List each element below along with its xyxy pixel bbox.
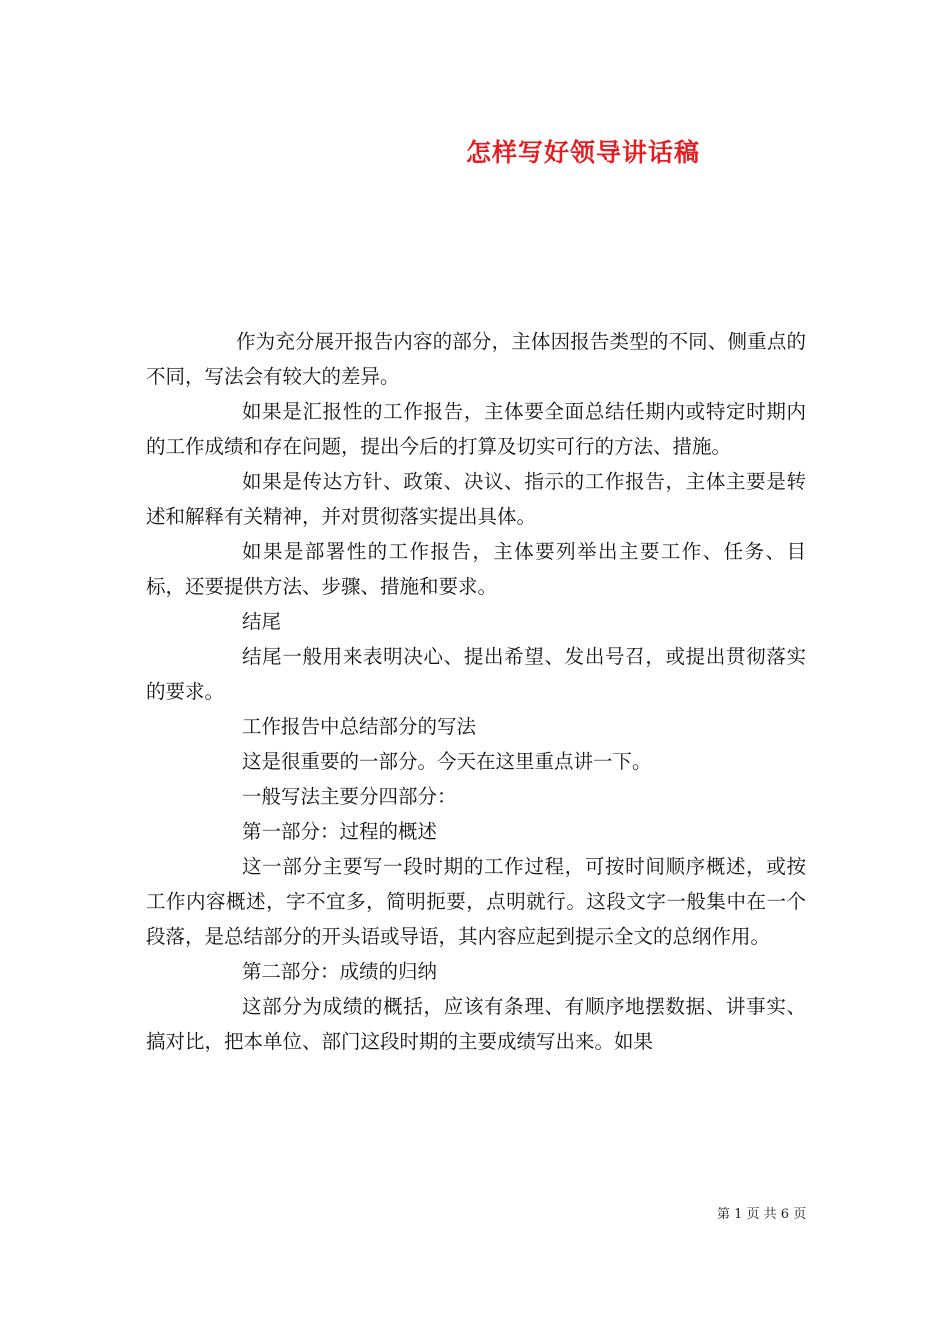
section-heading: 第二部分：成绩的归纳 xyxy=(242,960,438,983)
paragraph: 这部分为成绩的概括，应该有条理、有顺序地摆数据、讲事实、搞对比，把本单位、部门这段时期的主要成绩写出来。如果 xyxy=(146,995,806,1053)
paragraph: 一般写法主要分四部分： xyxy=(242,785,457,808)
section-heading: 第一部分：过程的概述 xyxy=(242,820,438,843)
page-title: 怎样写好领导讲话稿 xyxy=(465,138,700,167)
document-body xyxy=(146,324,806,1059)
section-heading: 工作报告中总结部分的写法 xyxy=(242,715,477,738)
paragraph: 如果是传达方针、政策、决议、指示的工作报告，主体主要是转述和解释有关精神，并对贯彻落实提出具体。 xyxy=(146,470,806,528)
section-heading: 结尾 xyxy=(242,610,282,633)
paragraph: 作为充分展开报告内容的部分，主体因报告类型的不同、侧重点的不同，写法会有较大的差异。 xyxy=(146,330,806,388)
paragraph: 结尾一般用来表明决心、提出希望、发出号召，或提出贯彻落实的要求。 xyxy=(146,645,806,703)
page-number: 第 1 页 共 6 页 xyxy=(717,1207,807,1222)
paragraph: 这是很重要的一部分。今天在这里重点讲一下。 xyxy=(242,750,652,773)
paragraph: 这一部分主要写一段时期的工作过程，可按时间顺序概述，或按工作内容概述，字不宜多，简明扼要，点明就行。这段文字一般集中在一个段落，是总结部分的开头语或导语，其内容应起到提示全文的总纲作用。 xyxy=(146,855,806,948)
paragraph: 如果是部署性的工作报告，主体要列举出主要工作、任务、目标，还要提供方法、步骤、措施和要求。 xyxy=(146,540,806,598)
paragraph: 如果是汇报性的工作报告，主体要全面总结任期内或特定时期内的工作成绩和存在问题，提出今后的打算及切实可行的方法、措施。 xyxy=(146,400,806,458)
